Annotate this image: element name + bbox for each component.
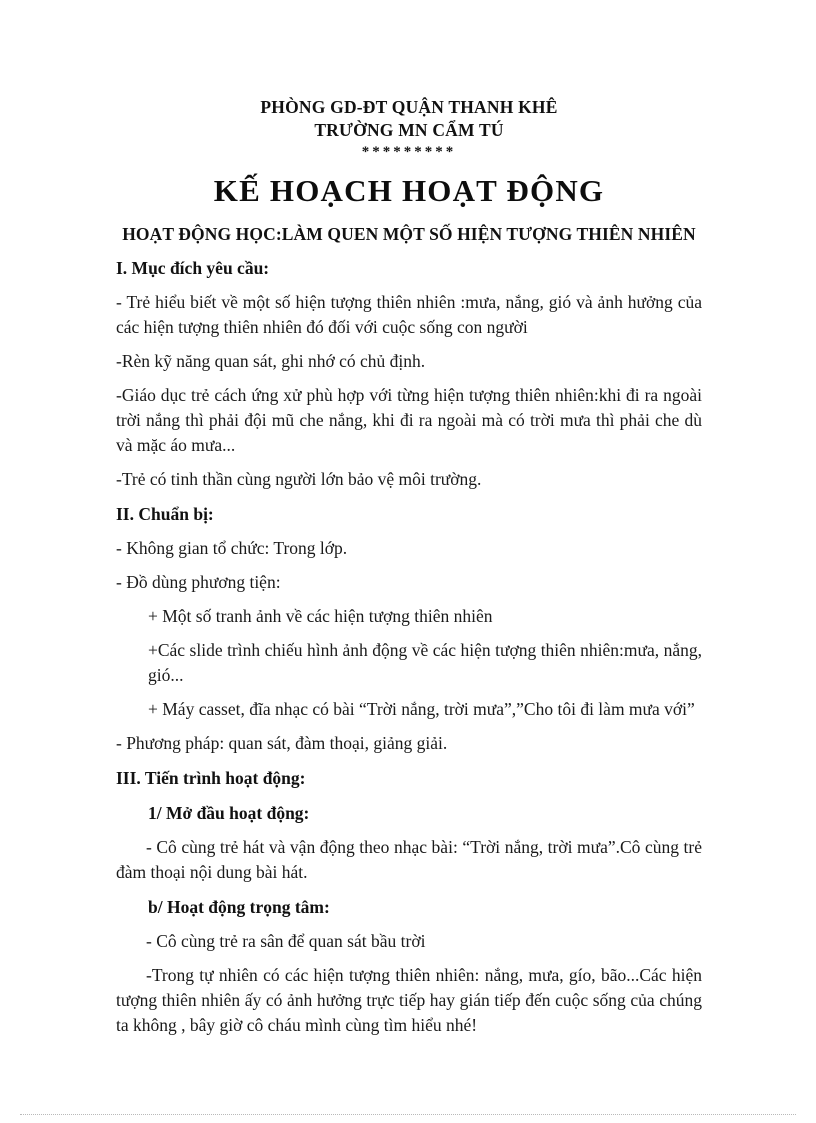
section-3-sub2-paragraph-1: - Cô cùng trẻ ra sân để quan sát bầu trời xyxy=(146,931,426,951)
section-3-subheading-1: 1/ Mở đầu hoạt động: xyxy=(148,803,310,823)
page-subtitle: HOẠT ĐỘNG HỌC:LÀM QUEN MỘT SỐ HIỆN TƯỢNG THIÊN NHIÊN xyxy=(122,224,696,244)
section-2-item-2: +Các slide trình chiếu hình ảnh động về các hiện tượng thiên nhiên:mưa, nắng, gió... xyxy=(148,640,702,685)
section-heading-2: II. Chuẩn bị: xyxy=(116,504,214,524)
separator-asterisks: ********* xyxy=(361,144,457,160)
document-body xyxy=(116,96,702,1038)
section-3-subheading-2: b/ Hoạt động trọng tâm: xyxy=(148,897,330,917)
organization-line-1: PHÒNG GD-ĐT QUẬN THANH KHÊ xyxy=(260,97,558,117)
section-2-item-1: + Một số tranh ảnh về các hiện tượng thiên nhiên xyxy=(148,606,493,626)
section-2-paragraph-2: - Đồ dùng phương tiện: xyxy=(116,572,281,592)
section-2-item-3: + Máy casset, đĩa nhạc có bài “Trời nắng, trời mưa”,”Cho tôi đi làm mưa với” xyxy=(148,699,695,719)
organization-line-2: TRƯỜNG MN CẨM TÚ xyxy=(314,120,504,140)
page-footer-rule xyxy=(20,1114,796,1116)
section-heading-1: I. Mục đích yêu cầu: xyxy=(116,258,270,278)
section-1-paragraph-2: -Rèn kỹ năng quan sát, ghi nhớ có chủ định. xyxy=(116,351,426,371)
section-2-paragraph-1: - Không gian tổ chức: Trong lớp. xyxy=(116,538,348,558)
section-3-sub2-paragraph-2: -Trong tự nhiên có các hiện tượng thiên nhiên: nắng, mưa, gío, bão...Các hiện tượng thiên nhiên ấy có ảnh hưởng trực tiếp hay gián tiếp đến cuộc sống của chúng ta không , bây giờ cô cháu mình cùng tìm hiểu nhé! xyxy=(116,965,702,1035)
section-1-paragraph-3: -Giáo dục trẻ cách ứng xử phù hợp với từng hiện tượng thiên nhiên:khi đi ra ngoài trời nắng thì phải đội mũ che nắng, khi đi ra ngoài mà có trời mưa thì phải che dù và mặc áo mưa... xyxy=(116,385,702,455)
section-2-paragraph-3: - Phương pháp: quan sát, đàm thoại, giảng giải. xyxy=(116,733,448,753)
section-heading-3: III. Tiến trình hoạt động: xyxy=(116,768,306,788)
section-1-paragraph-1: - Trẻ hiểu biết về một số hiện tượng thiên nhiên :mưa, nắng, gió và ảnh hưởng của các hiện tượng thiên nhiên đó đối với cuộc sống con người xyxy=(116,292,702,337)
page-title: KẾ HOẠCH HOẠT ĐỘNG xyxy=(213,173,605,208)
section-3-sub1-paragraph-1: - Cô cùng trẻ hát và vận động theo nhạc bài: “Trời nắng, trời mưa”.Cô cùng trẻ đàm thoại nội dung bài hát. xyxy=(116,837,702,882)
section-1-paragraph-4: -Trẻ có tinh thần cùng người lớn bảo vệ môi trường. xyxy=(116,469,482,489)
